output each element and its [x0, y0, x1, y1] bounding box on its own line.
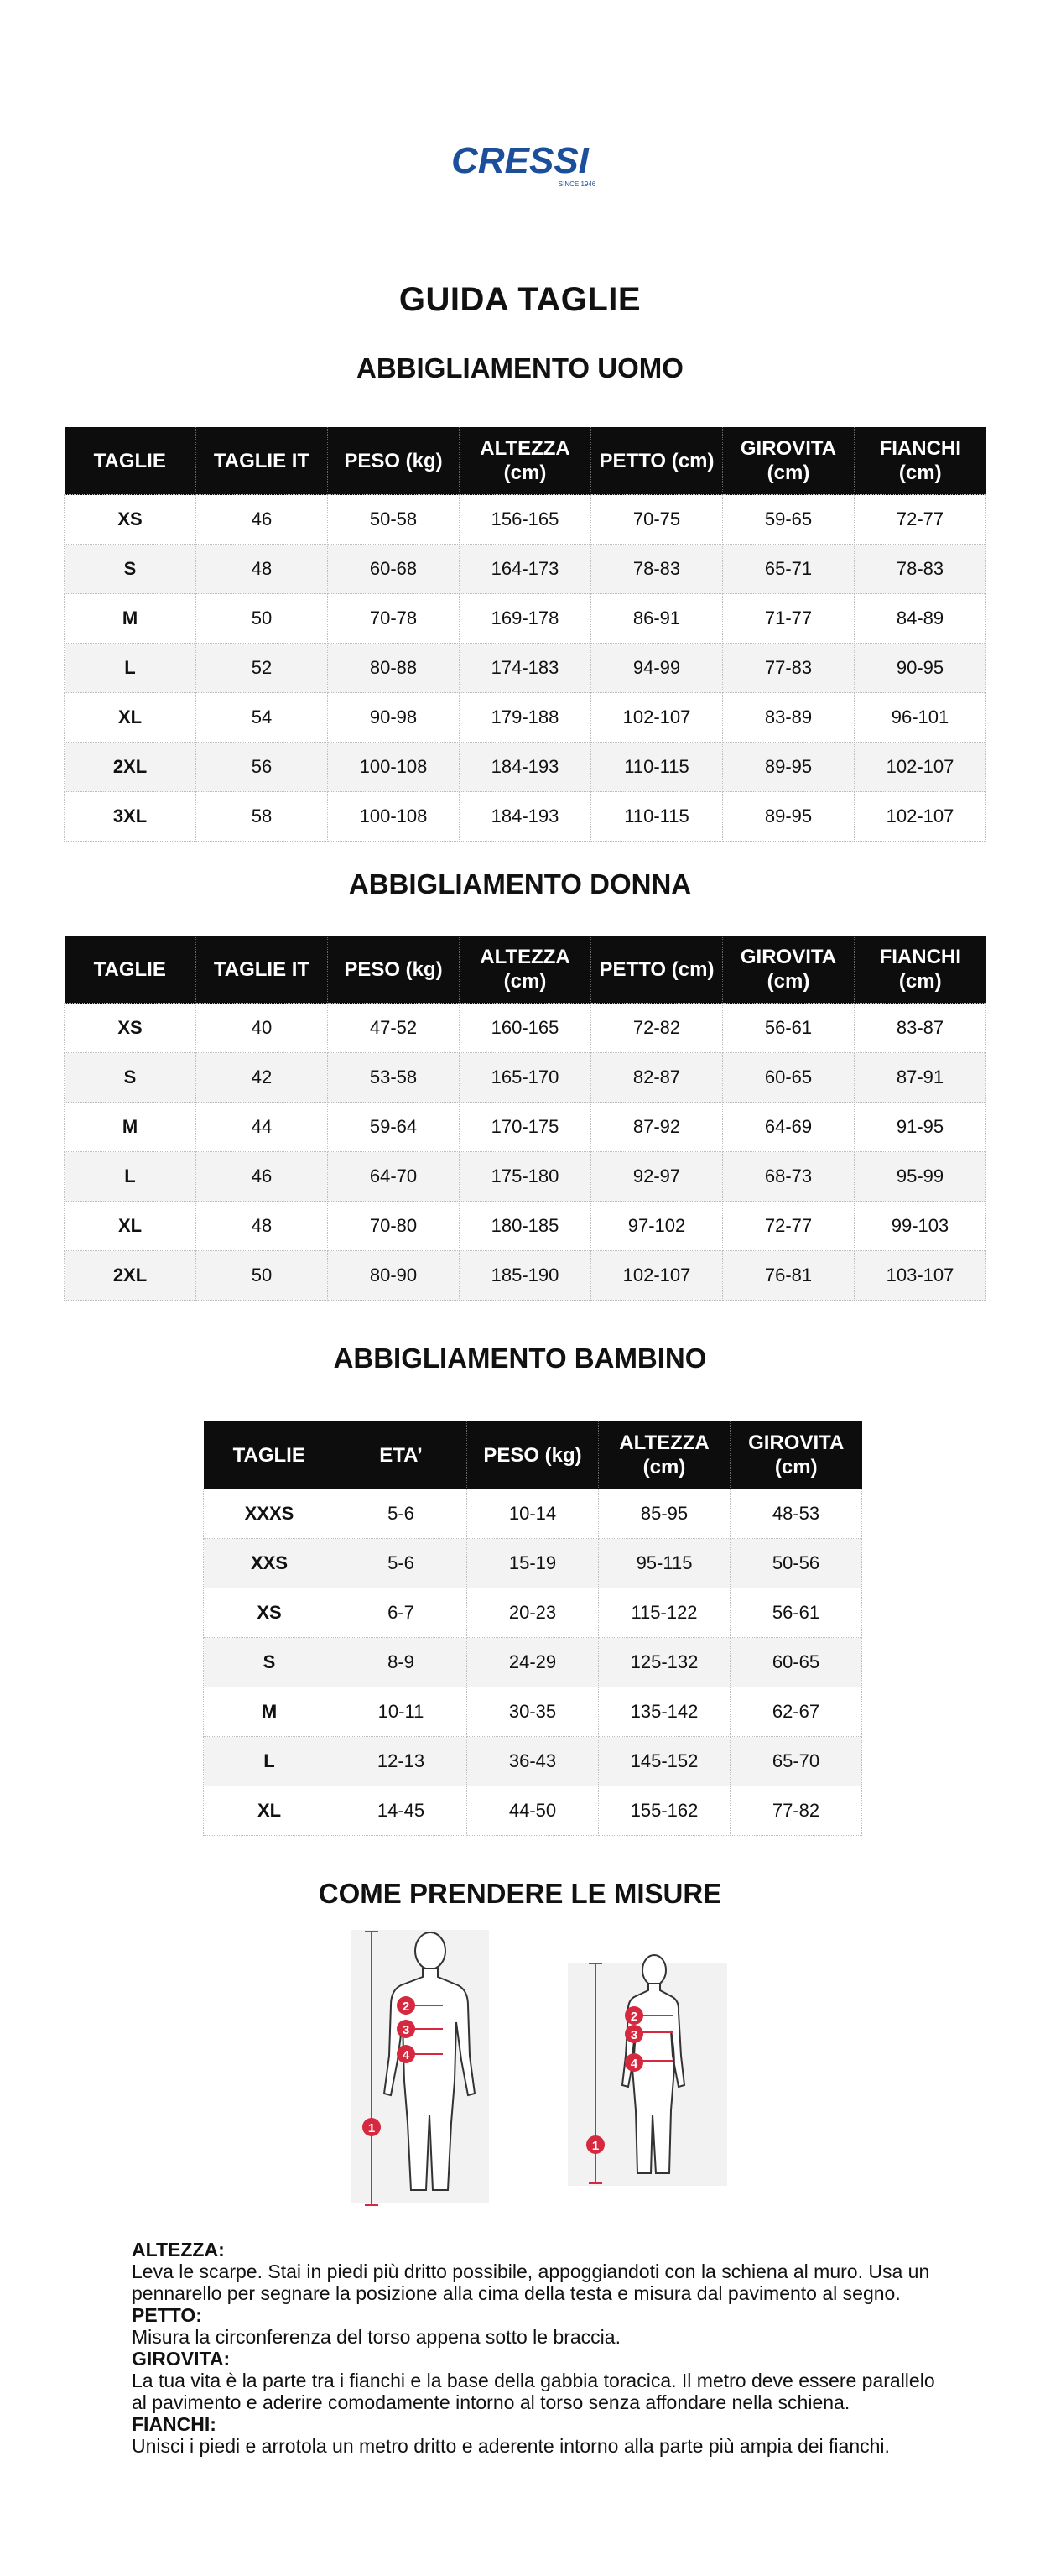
column-header: ALTEZZA (cm) — [599, 1421, 731, 1489]
table-cell: 100-108 — [328, 743, 460, 792]
table-cell: 70-78 — [328, 594, 460, 644]
table-row — [65, 693, 986, 743]
table-cell: 155-162 — [599, 1786, 731, 1836]
table-cell: 82-87 — [591, 1053, 723, 1103]
table-cell: 90-98 — [328, 693, 460, 743]
table-cell: 70-75 — [591, 495, 723, 545]
table-row — [204, 1737, 862, 1786]
table-cell: 5-6 — [335, 1539, 467, 1588]
female-figure — [564, 1922, 731, 2215]
table-cell: 56-61 — [723, 1004, 855, 1053]
table-row — [204, 1687, 862, 1737]
table-cell: 89-95 — [723, 792, 855, 842]
table-cell: XL — [65, 1202, 196, 1251]
table-cell: 83-89 — [723, 693, 855, 743]
table-cell: 56 — [196, 743, 328, 792]
column-header: PESO (kg) — [328, 936, 460, 1004]
table-cell: 185-190 — [460, 1251, 591, 1301]
table-row — [204, 1539, 862, 1588]
table-cell: 100-108 — [328, 792, 460, 842]
table-cell: 60-65 — [731, 1638, 862, 1687]
table-cell: 8-9 — [335, 1638, 467, 1687]
table-cell: 99-103 — [855, 1202, 986, 1251]
table-row — [204, 1786, 862, 1836]
table-cell: 145-152 — [599, 1737, 731, 1786]
table-cell: 60-65 — [723, 1053, 855, 1103]
table-cell: 20-23 — [467, 1588, 599, 1638]
column-header: TAGLIE — [204, 1421, 335, 1489]
table-cell: 5-6 — [335, 1489, 467, 1539]
men-size-table — [64, 427, 986, 842]
table-cell: 2XL — [65, 743, 196, 792]
table-cell: 42 — [196, 1053, 328, 1103]
table-cell: 65-71 — [723, 545, 855, 594]
table-cell: M — [65, 1103, 196, 1152]
table-cell: 92-97 — [591, 1152, 723, 1202]
male-marker-2 — [397, 1996, 415, 2015]
measurement-figures — [0, 1922, 1040, 2215]
table-cell: 89-95 — [723, 743, 855, 792]
women-size-table — [64, 936, 986, 1301]
table-cell: 64-69 — [723, 1103, 855, 1152]
column-header: TAGLIE — [65, 427, 196, 495]
measurement-instructions: ALTEZZA: Leva le scarpe. Stai in piedi più dritto possibile, appoggiandoti con la schiena al muro. Usa un pennarello per segnare la posizione alla cima della testa e misura dal pavimento al segno. PETTO: Misura la circonferenza del torso appena sotto le braccia. GIROVITA: La tua vita è la parte tra i fianchi e la base della gabbia toracica. Il metro deve essere parallelo al pavimento e aderire comodamente intorno al torso senza affondare nella schiena. FIANCHI: Unisci i piedi e arrotola un metro dritto e aderente intorno alla parte più ampia dei fianchi. — [132, 2239, 937, 2457]
table-cell: 68-73 — [723, 1152, 855, 1202]
table-cell: 180-185 — [460, 1202, 591, 1251]
table-cell: 71-77 — [723, 594, 855, 644]
table-cell: 72-82 — [591, 1004, 723, 1053]
table-row — [65, 594, 986, 644]
table-cell: 86-91 — [591, 594, 723, 644]
table-cell: 110-115 — [591, 792, 723, 842]
table-cell: 59-64 — [328, 1103, 460, 1152]
female-marker-1 — [586, 2135, 605, 2154]
table-cell: 160-165 — [460, 1004, 591, 1053]
table-cell: 175-180 — [460, 1152, 591, 1202]
table-cell: 3XL — [65, 792, 196, 842]
kids-size-table — [203, 1421, 862, 1836]
table-cell: 115-122 — [599, 1588, 731, 1638]
table-cell: 102-107 — [591, 693, 723, 743]
column-header: FIANCHI (cm) — [855, 936, 986, 1004]
svg-text:2: 2 — [630, 2010, 638, 2024]
table-cell: 12-13 — [335, 1737, 467, 1786]
table-cell: S — [65, 1053, 196, 1103]
table-cell: S — [65, 545, 196, 594]
table-cell: XL — [65, 693, 196, 743]
table-row — [65, 792, 986, 842]
men-section-title: ABBIGLIAMENTO UOMO — [356, 352, 684, 383]
table-cell: 59-65 — [723, 495, 855, 545]
table-cell: 48 — [196, 545, 328, 594]
table-cell: 94-99 — [591, 644, 723, 693]
table-cell: 30-35 — [467, 1687, 599, 1737]
fianchi-text: Unisci i piedi e arrotola un metro dritto e aderente intorno alla parte più ampia dei fianchi. — [132, 2435, 890, 2457]
table-cell: 44 — [196, 1103, 328, 1152]
column-header: GIROVITA (cm) — [731, 1421, 862, 1489]
measure-section-title: COME PRENDERE LE MISURE — [318, 1878, 722, 1909]
column-header: ALTEZZA (cm) — [460, 427, 591, 495]
table-cell: 80-90 — [328, 1251, 460, 1301]
table-cell: 76-81 — [723, 1251, 855, 1301]
altezza-text: Leva le scarpe. Stai in piedi più dritto possibile, appoggiandoti con la schiena al muro. Usa un pennarello per segnare la posizione alla cima della testa e misura dal pavimento al segno. — [132, 2261, 930, 2304]
table-cell: XS — [65, 1004, 196, 1053]
table-cell: 102-107 — [855, 743, 986, 792]
table-cell: S — [204, 1638, 335, 1687]
table-cell: 46 — [196, 495, 328, 545]
table-cell: L — [65, 644, 196, 693]
table-cell: XL — [204, 1786, 335, 1836]
table-cell: 48 — [196, 1202, 328, 1251]
table-cell: 179-188 — [460, 693, 591, 743]
table-cell: 40 — [196, 1004, 328, 1053]
table-row — [65, 1004, 986, 1053]
table-cell: M — [65, 594, 196, 644]
table-cell: XS — [204, 1588, 335, 1638]
column-header: ETA’ — [335, 1421, 467, 1489]
women-header-row — [65, 936, 986, 1004]
table-row — [65, 1103, 986, 1152]
table-cell: 72-77 — [855, 495, 986, 545]
female-marker-2 — [625, 2006, 643, 2025]
table-cell: 169-178 — [460, 594, 591, 644]
petto-heading: PETTO — [132, 2304, 196, 2326]
table-row — [65, 1152, 986, 1202]
table-cell: 50 — [196, 1251, 328, 1301]
table-cell: 110-115 — [591, 743, 723, 792]
table-cell: 6-7 — [335, 1588, 467, 1638]
table-cell: 58 — [196, 792, 328, 842]
male-marker-4 — [397, 2045, 415, 2063]
svg-text:1: 1 — [591, 2139, 600, 2153]
table-cell: 83-87 — [855, 1004, 986, 1053]
table-cell: 84-89 — [855, 594, 986, 644]
table-cell: 174-183 — [460, 644, 591, 693]
girovita-heading: GIROVITA — [132, 2348, 224, 2370]
fianchi-heading: FIANCHI — [132, 2413, 211, 2435]
female-marker-3 — [625, 2025, 643, 2043]
column-header: ALTEZZA (cm) — [460, 936, 591, 1004]
table-cell: 70-80 — [328, 1202, 460, 1251]
table-cell: 156-165 — [460, 495, 591, 545]
table-cell: 72-77 — [723, 1202, 855, 1251]
column-header: PETTO (cm) — [591, 936, 723, 1004]
table-row — [65, 1251, 986, 1301]
table-cell: 56-61 — [731, 1588, 862, 1638]
table-cell: 125-132 — [599, 1638, 731, 1687]
column-header: PESO (kg) — [328, 427, 460, 495]
table-row — [65, 545, 986, 594]
table-cell: 54 — [196, 693, 328, 743]
table-cell: 78-83 — [855, 545, 986, 594]
table-row — [65, 1053, 986, 1103]
table-row — [204, 1588, 862, 1638]
table-row — [65, 644, 986, 693]
table-cell: 53-58 — [328, 1053, 460, 1103]
table-cell: 65-70 — [731, 1737, 862, 1786]
table-cell: XS — [65, 495, 196, 545]
svg-text:4: 4 — [630, 2057, 638, 2071]
male-marker-1 — [362, 2118, 381, 2136]
table-cell: 48-53 — [731, 1489, 862, 1539]
table-cell: 2XL — [65, 1251, 196, 1301]
table-cell: L — [65, 1152, 196, 1202]
svg-text:3: 3 — [630, 2028, 638, 2042]
column-header: GIROVITA (cm) — [723, 936, 855, 1004]
table-cell: 10-14 — [467, 1489, 599, 1539]
table-cell: 90-95 — [855, 644, 986, 693]
column-header: TAGLIE IT — [196, 427, 328, 495]
svg-text:2: 2 — [402, 2000, 410, 2014]
women-section-title: ABBIGLIAMENTO DONNA — [348, 868, 692, 900]
male-figure — [342, 1922, 493, 2215]
table-row — [204, 1638, 862, 1687]
cressi-logo — [411, 143, 629, 193]
page-title: GUIDA TAGLIE — [398, 281, 642, 318]
table-cell: 102-107 — [591, 1251, 723, 1301]
female-marker-4 — [625, 2053, 643, 2072]
table-cell: 91-95 — [855, 1103, 986, 1152]
table-cell: 85-95 — [599, 1489, 731, 1539]
table-cell: 15-19 — [467, 1539, 599, 1588]
table-row — [204, 1489, 862, 1539]
table-cell: 36-43 — [467, 1737, 599, 1786]
girovita-text: La tua vita è la parte tra i fianchi e la base della gabbia toracica. Il metro deve essere parallelo al pavimento e aderire comodamente intorno al torso senza affondare nella schiena. — [132, 2370, 935, 2413]
svg-text:3: 3 — [402, 2023, 410, 2037]
svg-text:4: 4 — [402, 2048, 410, 2062]
table-cell: 87-92 — [591, 1103, 723, 1152]
table-row — [65, 743, 986, 792]
table-cell: 78-83 — [591, 545, 723, 594]
table-cell: 164-173 — [460, 545, 591, 594]
table-cell: 62-67 — [731, 1687, 862, 1737]
column-header: TAGLIE IT — [196, 936, 328, 1004]
table-row — [65, 1202, 986, 1251]
petto-text: Misura la circonferenza del torso appena sotto le braccia. — [132, 2326, 621, 2348]
table-cell: 46 — [196, 1152, 328, 1202]
table-cell: 87-91 — [855, 1053, 986, 1103]
kids-header-row — [204, 1421, 862, 1489]
table-cell: 47-52 — [328, 1004, 460, 1053]
table-cell: 184-193 — [460, 792, 591, 842]
table-cell: XXS — [204, 1539, 335, 1588]
table-cell: 103-107 — [855, 1251, 986, 1301]
brand-tagline: SINCE 1946 — [558, 180, 596, 188]
table-cell: 170-175 — [460, 1103, 591, 1152]
kids-section-title: ABBIGLIAMENTO BAMBINO — [333, 1343, 707, 1374]
table-cell: 184-193 — [460, 743, 591, 792]
table-cell: 50-58 — [328, 495, 460, 545]
table-cell: 44-50 — [467, 1786, 599, 1836]
altezza-heading: ALTEZZA — [132, 2239, 219, 2261]
table-row — [65, 495, 986, 545]
table-cell: 60-68 — [328, 545, 460, 594]
column-header: PETTO (cm) — [591, 427, 723, 495]
table-cell: 96-101 — [855, 693, 986, 743]
men-header-row — [65, 427, 986, 495]
svg-text:1: 1 — [367, 2121, 376, 2135]
brand-name: CRESSI — [451, 143, 589, 181]
male-marker-3 — [397, 2020, 415, 2038]
table-cell: L — [204, 1737, 335, 1786]
table-cell: XXXS — [204, 1489, 335, 1539]
table-cell: 95-99 — [855, 1152, 986, 1202]
table-cell: 77-83 — [723, 644, 855, 693]
table-cell: 50-56 — [731, 1539, 862, 1588]
table-cell: 14-45 — [335, 1786, 467, 1836]
table-cell: 165-170 — [460, 1053, 591, 1103]
column-header: TAGLIE — [65, 936, 196, 1004]
table-cell: 95-115 — [599, 1539, 731, 1588]
table-cell: 52 — [196, 644, 328, 693]
table-cell: 50 — [196, 594, 328, 644]
column-header: GIROVITA (cm) — [723, 427, 855, 495]
table-cell: 97-102 — [591, 1202, 723, 1251]
table-cell: 10-11 — [335, 1687, 467, 1737]
brand-logo — [0, 143, 1040, 197]
table-cell: 135-142 — [599, 1687, 731, 1737]
table-cell: 24-29 — [467, 1638, 599, 1687]
column-header: FIANCHI (cm) — [855, 427, 986, 495]
table-cell: 64-70 — [328, 1152, 460, 1202]
table-cell: 102-107 — [855, 792, 986, 842]
table-cell: M — [204, 1687, 335, 1737]
column-header: PESO (kg) — [467, 1421, 599, 1489]
table-cell: 80-88 — [328, 644, 460, 693]
table-cell: 77-82 — [731, 1786, 862, 1836]
